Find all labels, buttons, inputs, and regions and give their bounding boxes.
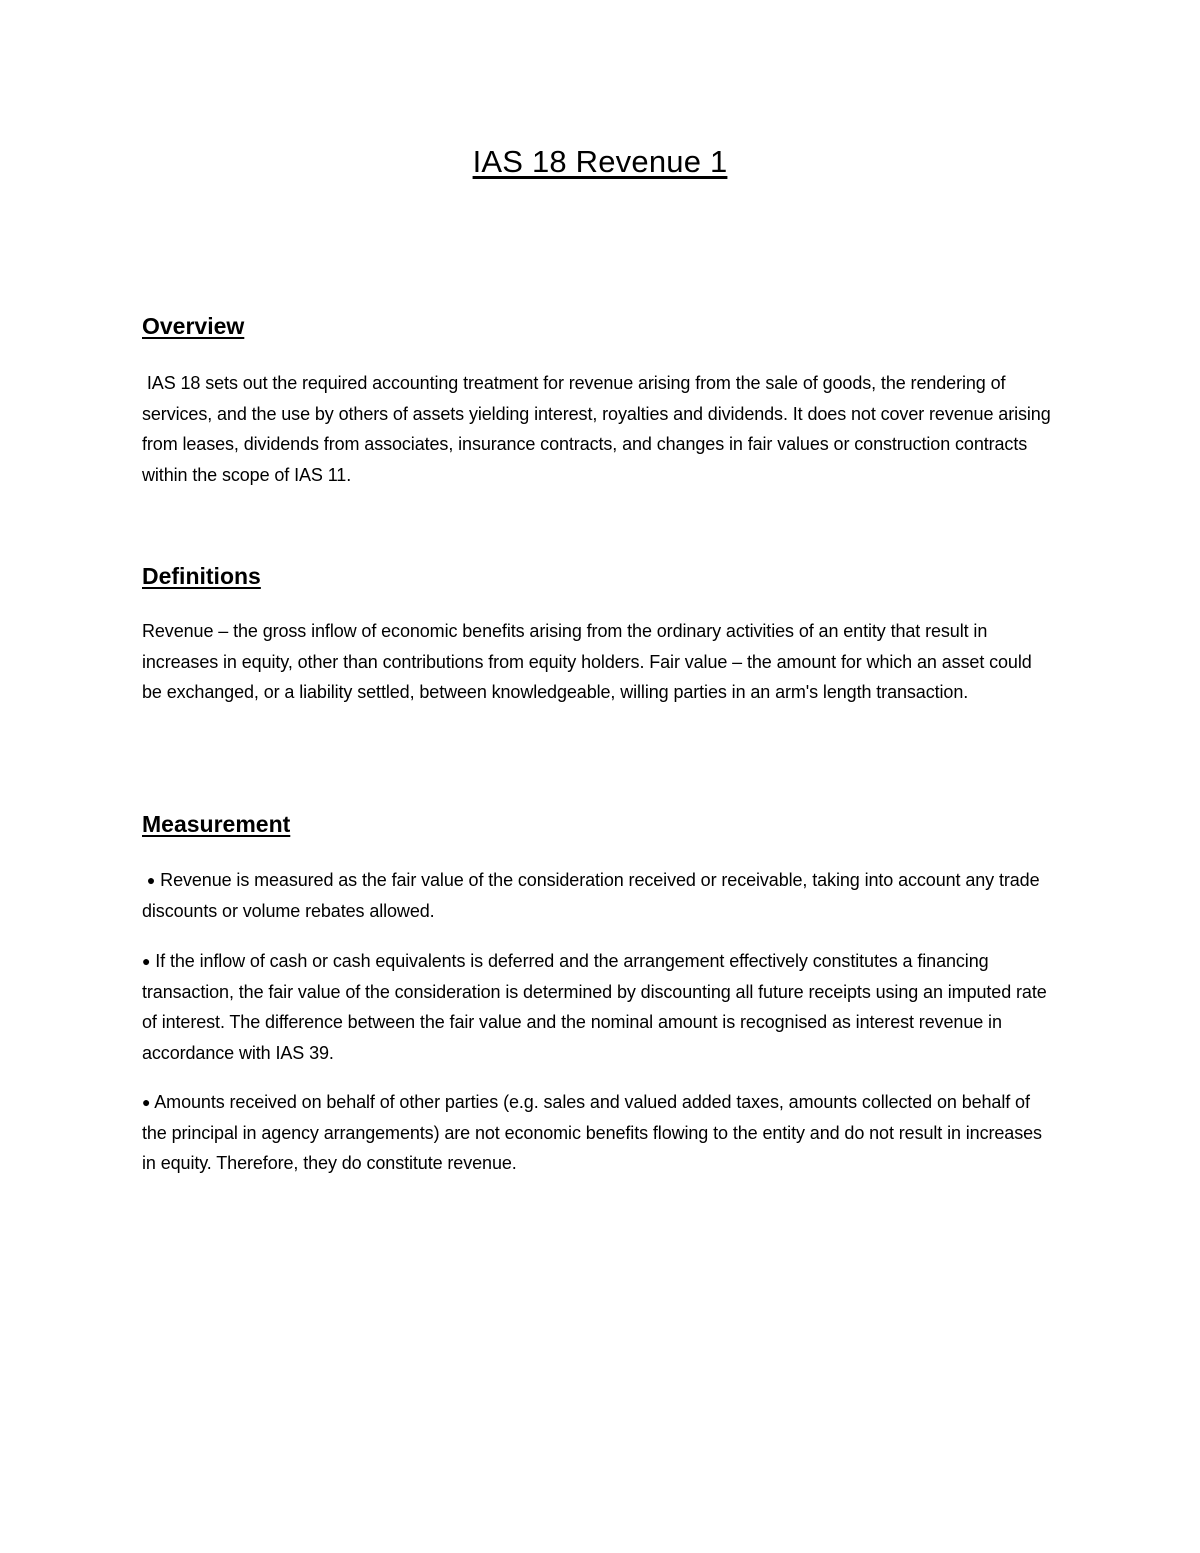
definitions-heading: Definitions bbox=[142, 563, 261, 589]
bullet-icon: ● bbox=[142, 1094, 151, 1110]
measurement-bullet-3 bbox=[142, 1087, 1054, 1179]
measurement-bullet-text: If the inflow of cash or cash equivalents is deferred and the arrangement effectively constitutes a financing transaction, the fair value of the consideration is determined by discounting all future receipts using an imputed rate of interest. The difference between the fair value and the nominal amount is recognised as interest revenue in accordance with IAS 39. bbox=[142, 951, 1047, 1063]
measurement-bullet-text: Revenue is measured as the fair value of the consideration received or receivable, taking into account any trade discounts or volume rebates allowed. bbox=[142, 870, 1040, 921]
bullet-icon: ● bbox=[142, 953, 151, 969]
definitions-paragraph: Revenue – the gross inflow of economic benefits arising from the ordinary activities of an entity that result in increases in equity, other than contributions from equity holders. Fair value – the amount for which an asset could be exchanged, or a liability settled, between knowledgeable, willing parties in an arm's length transaction. bbox=[142, 621, 1032, 702]
measurement-bullet-2 bbox=[142, 946, 1054, 1068]
overview-heading: Overview bbox=[142, 313, 245, 339]
bullet-icon: ● bbox=[146, 872, 156, 888]
measurement-bullet-1 bbox=[142, 865, 1054, 926]
measurement-heading: Measurement bbox=[142, 811, 291, 837]
overview-paragraph: IAS 18 sets out the required accounting treatment for revenue arising from the sale of goods, the rendering of services, and the use by others of assets yielding interest, royalties and dividends. It does not cover revenue arising from leases, dividends from associates, insurance contracts, and changes in fair values or construction contracts within the scope of IAS 11. bbox=[142, 373, 1056, 485]
measurement-bullet-text: Amounts received on behalf of other parties (e.g. sales and valued added taxes, amounts collected on behalf of the principal in agency arrangements) are not economic benefits flowing to the entity and do not result in increases in equity. Therefore, they do constitute revenue. bbox=[142, 1092, 1042, 1173]
document-title: IAS 18 Revenue 1 bbox=[472, 144, 728, 179]
